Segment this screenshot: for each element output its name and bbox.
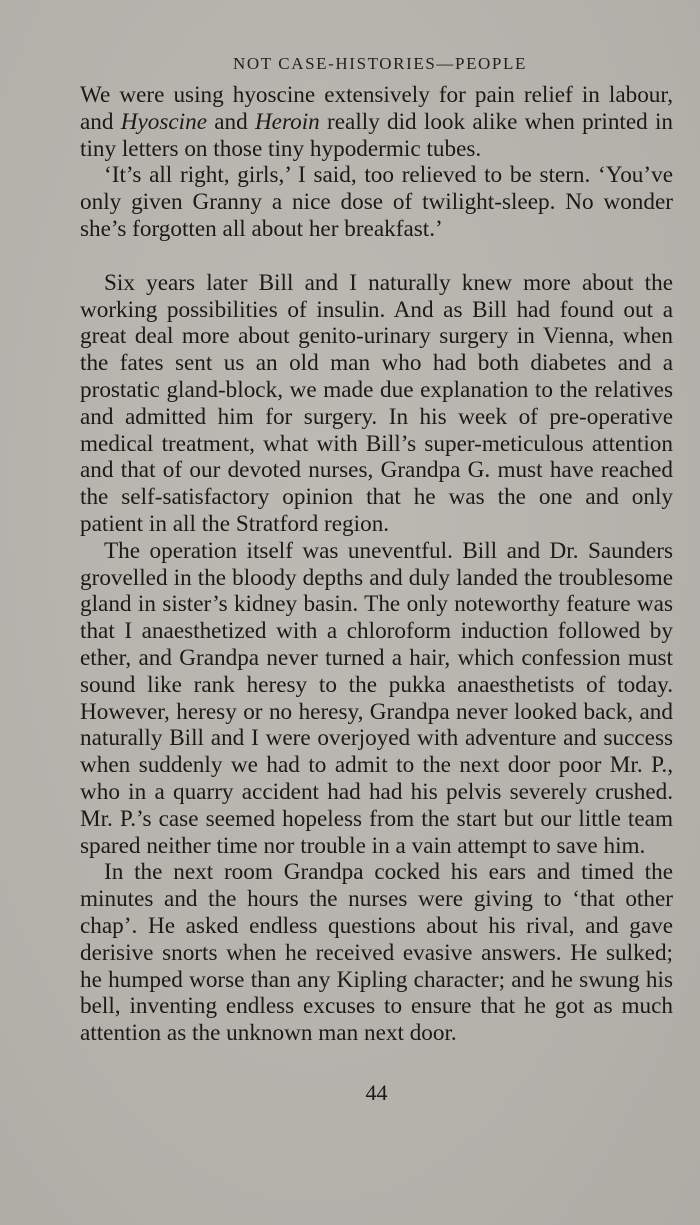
- paragraph-1-part-b: and: [207, 108, 255, 135]
- body-text: [80, 82, 673, 1047]
- running-head: NOT CASE-HISTORIES—PEOPLE: [233, 54, 527, 73]
- italic-heroin: Heroin: [254, 108, 320, 135]
- paragraph-4: The operation itself was uneventful. Bill and Dr. Saunders grovelled in the bloody depths and duly landed the troublesome gland in sister’s kidney basin. The only noteworthy feature was that I anaesthetized with a chloroform induction followed by ether, and Grandpa never turned a hair, which confession must sound like rank heresy to the pukka anaesthetists of today. However, heresy or no heresy, Grandpa never looked back, and naturally Bill and I were overjoyed with adventure and success when suddenly we had to admit to the next door poor Mr. P., who in a quarry accident had had his pelvis severely crushed. Mr. P.’s case seemed hopeless from the start but our little team spared neither time nor trouble in a vain attempt to save him.: [80, 537, 673, 859]
- italic-hyoscine: Hyoscine: [120, 108, 207, 135]
- paragraph-2: ‘It’s all right, girls,’ I said, too relieved to be stern. ‘You’ve only given Granny a nice dose of twilight-sleep. No wonder she’s forgotten all about her breakfast.’: [80, 162, 673, 242]
- paragraph-1-part-a: We were using hyoscine extensively for pain relief in labour, and: [80, 82, 673, 135]
- paragraph-1-part-c: really did look alike when printed in tiny letters on those tiny hypodermic tubes.: [80, 108, 674, 162]
- paragraph-5: In the next room Grandpa cocked his ears and timed the minutes and the hours the nurses were giving to ‘that other chap’. He asked endless questions about his rival, and gave derisive snorts when he received evasive answers. He sulked; he humped worse than any Kipling character; and he swung his bell, inventing endless excuses to ensure that he got as much attention as the unknown man next door.: [80, 859, 673, 1047]
- paragraph-1: [80, 82, 673, 162]
- page-number: 44: [365, 1080, 388, 1105]
- paragraph-3: Six years later Bill and I naturally knew more about the working possibilities of insulin. And as Bill had found out a great deal more about genito-urinary surgery in Vienna, when the fates sent us an old man who had both diabetes and a prostatic gland-block, we made due explanation to the relatives and admitted him for surgery. In his week of pre-operative medical treatment, what with Bill’s super-meticulous attention and that of our devoted nurses, Grandpa G. must have reached the self-satisfactory opinion that he was the one and only patient in all the Stratford region.: [80, 269, 673, 537]
